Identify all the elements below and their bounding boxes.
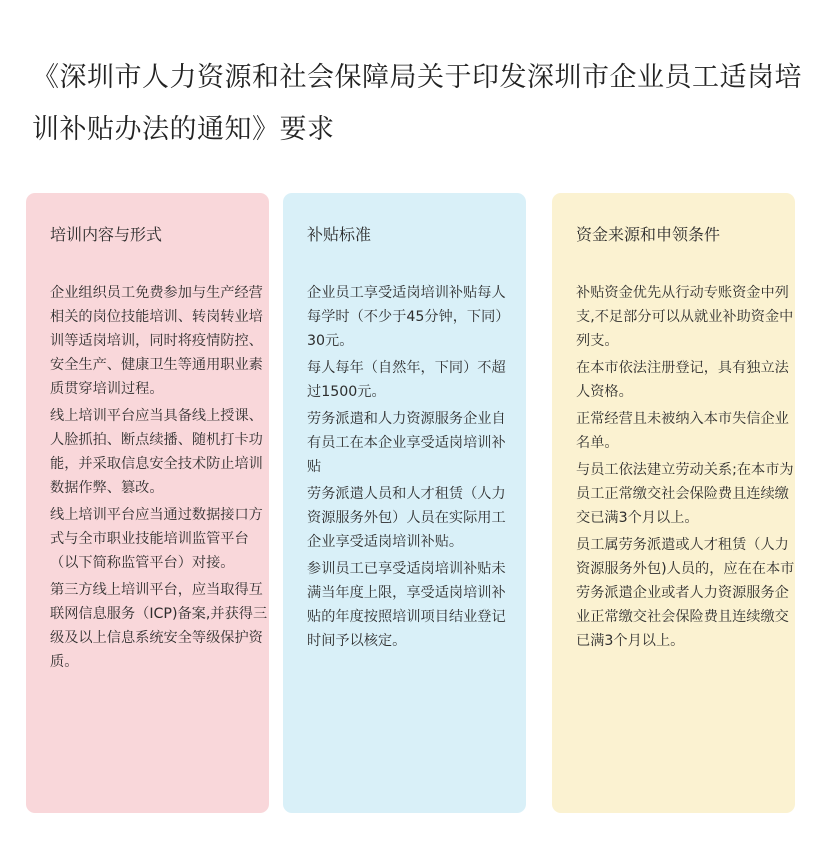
card-training-content [26, 193, 269, 813]
paragraph: 劳务派遣和人力资源服务企业自有员工在本企业享受适岗培训补贴 [307, 411, 506, 475]
paragraph: 企业员工享受适岗培训补贴每人每学时（不少于45分钟，下同）30元。 [307, 285, 506, 349]
card-subsidy-standard [283, 193, 526, 813]
paragraph: 每人每年（自然年，下同）不超过1500元。 [307, 360, 506, 400]
paragraph: 员工属劳务派遣或人才租赁（人力资源服务外包)人员的，应在在本市劳务派遣企业或者人力资源服务企业正常缴交社会保险费且连续缴交已满3个月以上。 [576, 537, 795, 649]
card-heading: 补贴标准 [307, 225, 372, 244]
card-body [307, 281, 507, 653]
paragraph: 在本市依法注册登记，具有独立法人资格。 [576, 360, 789, 400]
paragraph: 企业组织员工免费参加与生产经营相关的岗位技能培训、转岗转业培训等适岗培训，同时将疫情防控、安全生产、健康卫生等通用职业素质贯穿培训过程。 [50, 285, 263, 397]
card-funding-conditions [552, 193, 795, 813]
paragraph: 劳务派遣人员和人才租赁（人力资源服务外包）人员在实际用工企业享受适岗培训补贴。 [307, 486, 506, 550]
paragraph: 第三方线上培训平台，应当取得互联网信息服务（ICP)备案,并获得三级及以上信息系统安全等级保护资质。 [50, 582, 268, 670]
paragraph: 补贴资金优先从行动专账资金中列支,不足部分可以从就业补助资金中列支。 [576, 285, 794, 349]
paragraph: 线上培训平台应当通过数据接口方式与全市职业技能培训监管平台（以下简称监管平台）对接。 [50, 507, 263, 571]
paragraph: 线上培训平台应当具备线上授课、人脸抓拍、断点续播、随机打卡功能，并采取信息安全技术防止培训数据作弊、篡改。 [50, 408, 263, 496]
paragraph: 正常经营且未被纳入本市失信企业名单。 [576, 411, 789, 451]
paragraph: 参训员工已享受适岗培训补贴未满当年度上限，享受适岗培训补贴的年度按照培训项目结业登记时间予以核定。 [307, 561, 506, 649]
card-body [576, 281, 801, 653]
card-heading: 培训内容与形式 [50, 225, 163, 244]
paragraph: 与员工依法建立劳动关系;在本市为员工正常缴交社会保险费且连续缴交已满3个月以上。 [576, 462, 794, 526]
card-body [50, 281, 272, 674]
page-title: 《深圳市人力资源和社会保障局关于印发深圳市企业员工适岗培训补贴办法的通知》要求 [32, 62, 802, 145]
card-heading: 资金来源和申领条件 [576, 225, 721, 244]
